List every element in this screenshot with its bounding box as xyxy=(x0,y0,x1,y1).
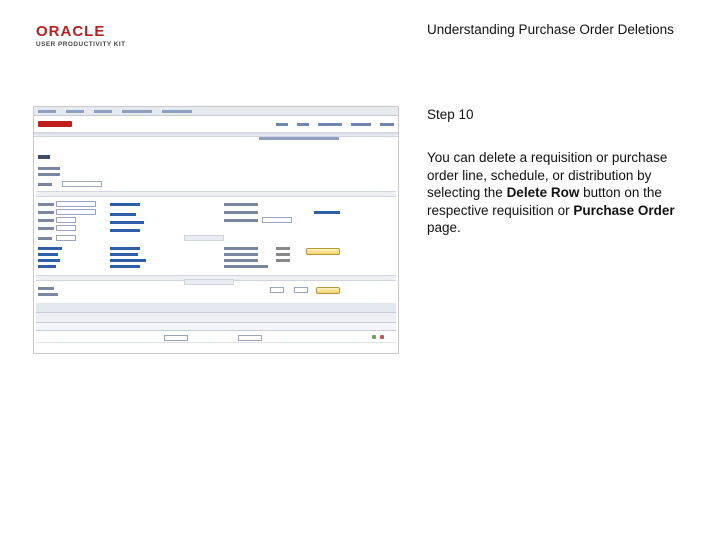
screenshot-yellow-button xyxy=(306,248,340,255)
oracle-upk-logo xyxy=(36,24,156,48)
purchase-order-term: Purchase Order xyxy=(573,202,675,218)
screenshot-add-row-icon xyxy=(372,335,376,339)
step-description: You can delete a requisition or purchase order line, schedule, or distribution by selecting the Delete Row button on the respective requisition or Purchase Order page. xyxy=(427,150,675,235)
step-number: Step 10 xyxy=(427,107,474,122)
screenshot-oracle-logo xyxy=(38,121,72,127)
screenshot-retrieve-button xyxy=(316,287,340,294)
screenshot-select-lines-section xyxy=(184,279,234,285)
document-title: Understanding Purchase Order Deletions xyxy=(427,22,674,37)
screenshot-delete-row-icon xyxy=(380,335,384,339)
screenshot-page-heading xyxy=(38,155,50,159)
delete-row-term: Delete Row xyxy=(506,185,580,200)
screenshot-nav-bar xyxy=(34,107,398,116)
screenshot-lines-grid-row xyxy=(36,333,396,343)
purchase-order-page-screenshot xyxy=(33,106,399,354)
oracle-wordmark: ORACLE xyxy=(36,23,106,40)
screenshot-app-header xyxy=(34,116,398,132)
upk-wordmark: USER PRODUCTIVITY KIT xyxy=(36,41,126,48)
screenshot-lines-grid-header xyxy=(36,303,396,313)
